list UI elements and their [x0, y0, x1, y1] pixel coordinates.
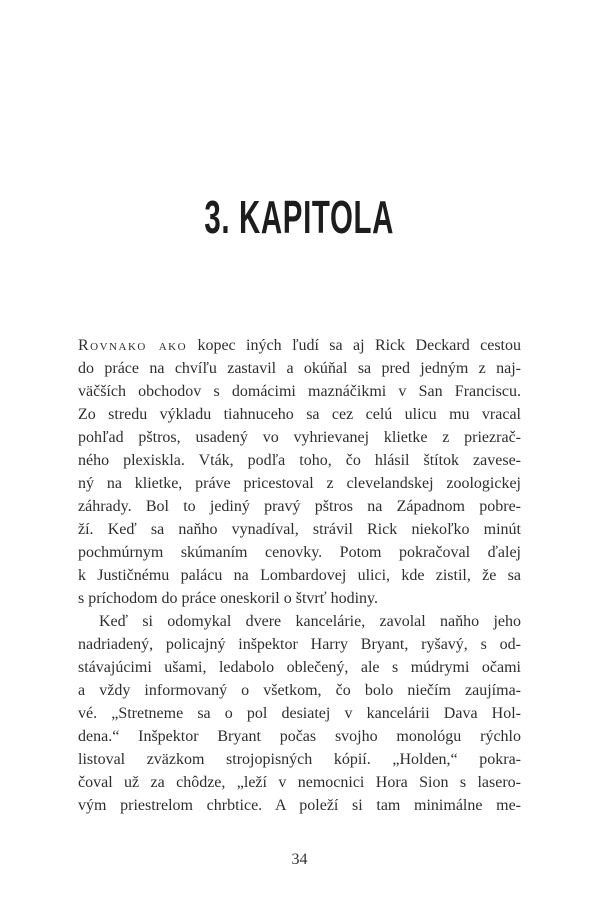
body-text: [78, 334, 521, 817]
text-line: nadriadený, policajný inšpektor Harry Bryant, ryšavý, s od-: [78, 636, 521, 653]
chapter-title: [78, 193, 521, 241]
smallcaps-lead: Rovnako ako: [78, 337, 188, 354]
text-line: ného plexiskla. Vták, podľa toho, čo hlásil štítok zavese-: [78, 452, 521, 469]
text-line: s príchodom do práce oneskoril o štvrť hodiny.: [78, 590, 378, 607]
text-line-rest: kopec iných ľudí sa aj Rick Deckard cestou: [187, 337, 521, 354]
text-line: a vždy informovaný o všetkom, čo bolo niečím zaujíma-: [78, 682, 521, 699]
text-line: Keď si odomykal dvere kancelárie, zavolal naňho jeho: [99, 613, 521, 630]
text-line: listoval zväzkom strojopisných kópií. „Holden,“ pokra-: [78, 751, 521, 768]
text-line: [78, 334, 521, 357]
text-line: väčších obchodov s domácimi maznáčikmi v San Franciscu.: [78, 383, 521, 400]
text-line: ný na klietke, práve pricestoval z clevelandskej zoologickej: [78, 475, 521, 492]
text-line: do práce na chvíľu zastavil a okúňal sa pred jedným z naj-: [78, 360, 521, 377]
text-line: vým priestrelom chrbtice. A poleží si tam minimálne me-: [78, 797, 521, 814]
text-line: ží. Keď sa naňho vynadíval, strávil Rick niekoľko minút: [78, 521, 521, 538]
chapter-title-text: 3. KAPITOLA: [204, 191, 395, 243]
text-line: k Justičnému palácu na Lombardovej ulici, kde zistil, že sa: [78, 567, 521, 584]
text-line: dena.“ Inšpektor Bryant počas svojho monológu rýchlo: [78, 728, 521, 745]
text-line: čoval už za chôdze, „leží v nemocnici Hora Sion s lasero-: [78, 774, 521, 791]
text-line: Zo stredu výkladu tiahnuceho sa cez celú ulicu mu vracal: [78, 406, 521, 423]
text-line: pochmúrnym skúmaním cenovky. Potom pokračoval ďalej: [78, 544, 521, 561]
text-line: pohľad pštros, usadený vo vyhrievanej klietke z priezrač-: [78, 429, 521, 446]
text-line: stávajúcimi ušami, ledabolo oblečený, ale s múdrymi očami: [78, 659, 521, 676]
text-line: záhrady. Bol to jediný pravý pštros na Západnom pobre-: [78, 498, 521, 515]
page-number: 34: [291, 851, 308, 868]
text-line: vé. „Stretneme sa o pol desiatej v kancelárii Dava Hol-: [78, 705, 521, 722]
